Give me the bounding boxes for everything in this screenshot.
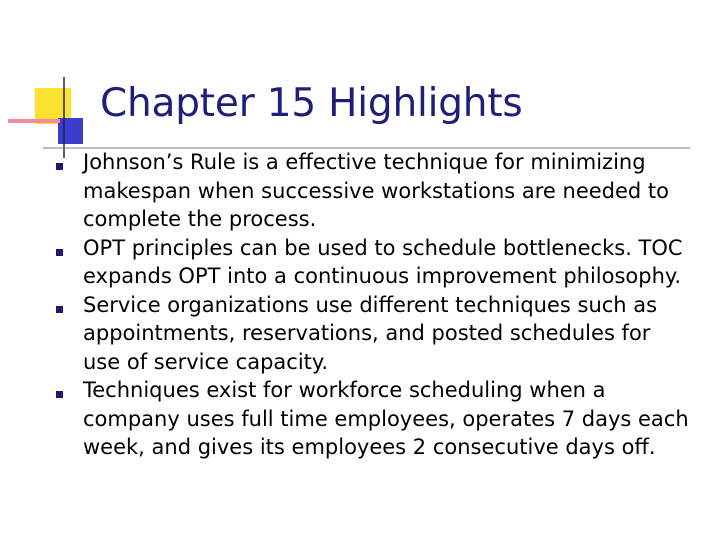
- bullet-list: [54, 148, 694, 462]
- bullet-text-2: OPT principles can be used to schedule bottlenecks. TOC expands OPT into a continuous improvement philosophy.: [83, 235, 683, 288]
- square-bullet-icon: [56, 306, 63, 313]
- bullet-item-2: [54, 234, 694, 291]
- bullet-item-1: [54, 148, 694, 234]
- bullet-text-4: Techniques exist for workforce scheduling when a company uses full time employees, operates 7 days each week, and gives its employees 2 consecutive days off.: [83, 378, 689, 459]
- bullet-item-4: [54, 376, 694, 462]
- square-bullet-icon: [56, 163, 63, 170]
- blue-accent-block: [58, 118, 83, 144]
- slide-title: Chapter 15 Highlights: [100, 81, 523, 126]
- square-bullet-icon: [56, 391, 63, 398]
- bullet-text-3: Service organizations use different techniques such as appointments, reservations, and posted schedules for use of service capacity.: [83, 292, 658, 374]
- bullet-item-3: [54, 291, 694, 377]
- square-bullet-icon: [56, 249, 63, 256]
- bullet-text-1: Johnson’s Rule is a effective technique for minimizing makespan when successive workstations are needed to complete the process.: [83, 150, 670, 231]
